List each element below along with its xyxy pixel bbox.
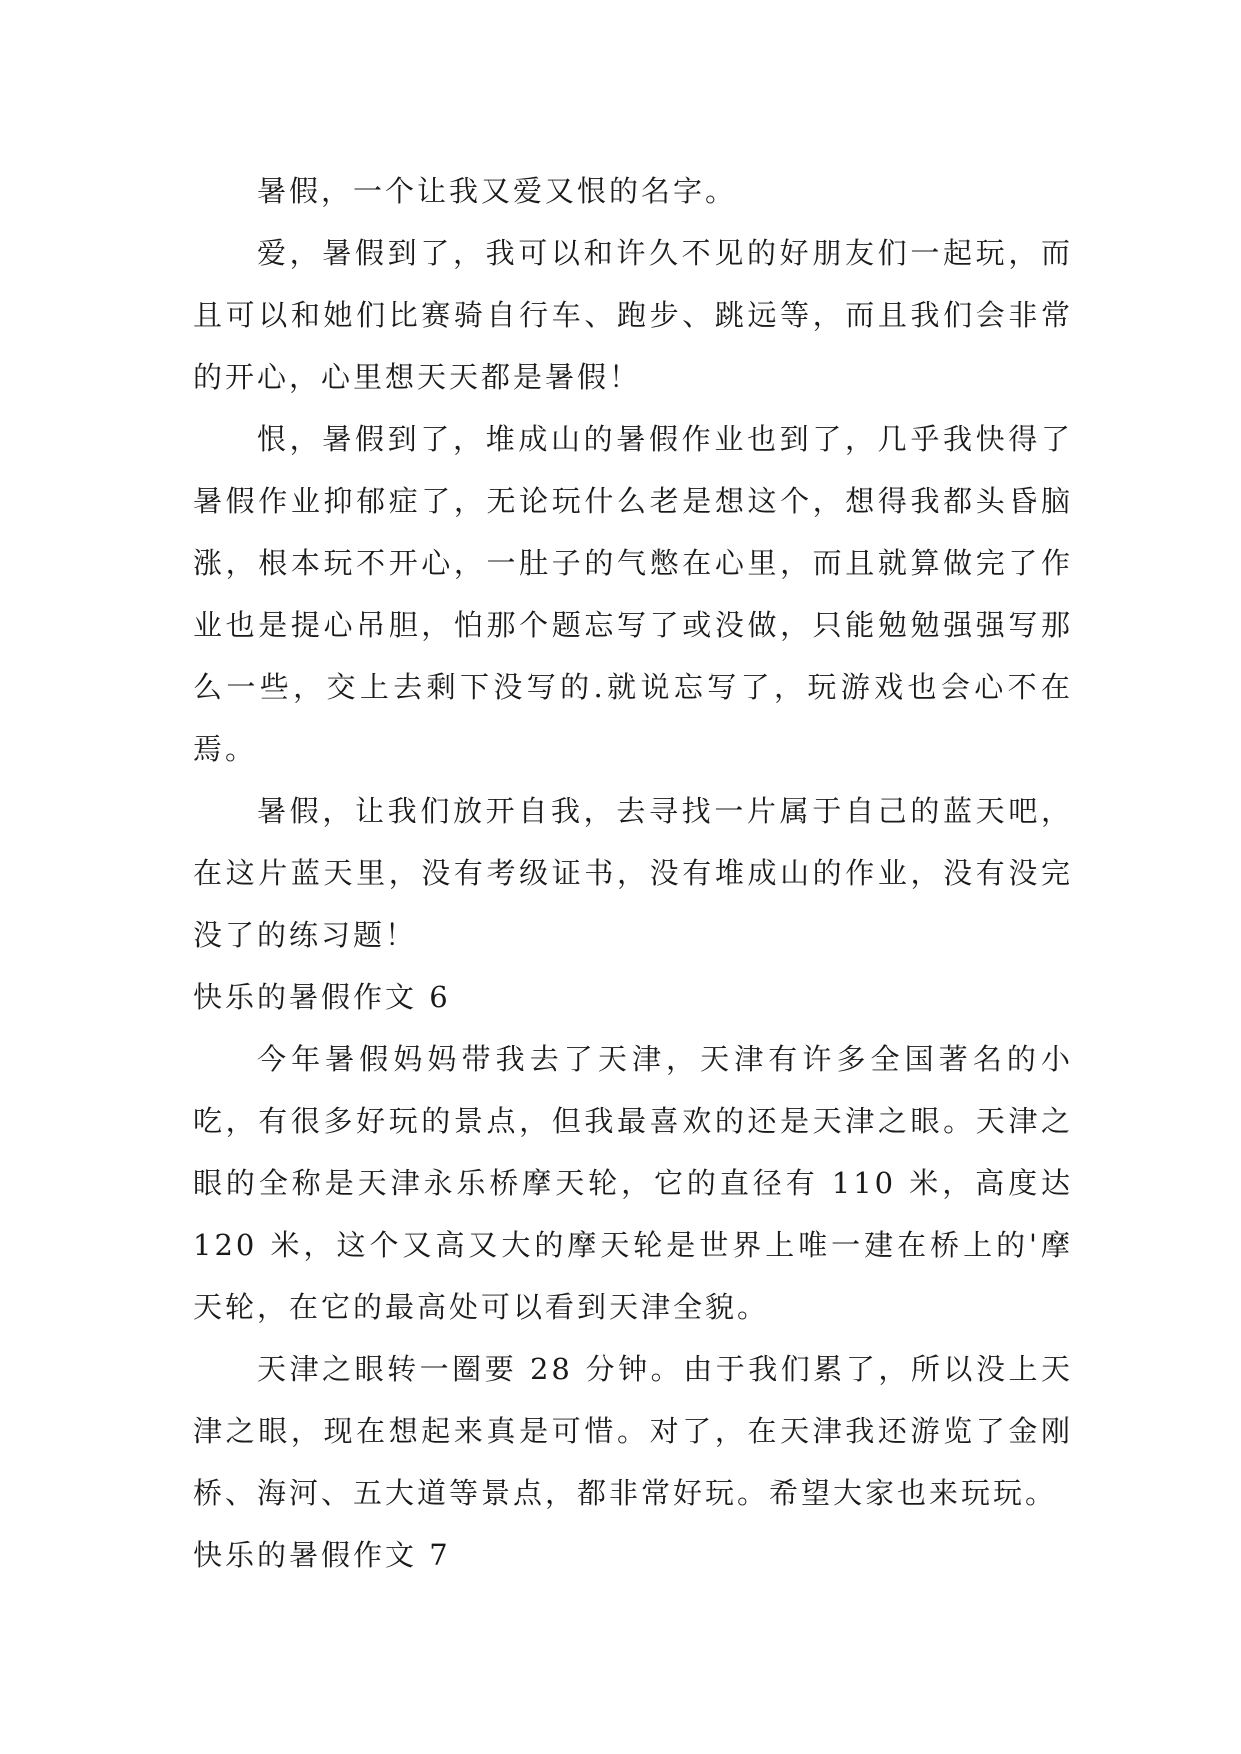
- paragraph-conclusion: 暑假，让我们放开自我，去寻找一片属于自己的蓝天吧，在这片蓝天里，没有考级证书，没有堆成山的作业，没有没完没了的练习题！: [193, 794, 1073, 952]
- paragraph-tianjin-trip: 今年暑假妈妈带我去了天津，天津有许多全国著名的小吃，有很多好玩的景点，但我最喜欢的还是天津之眼。天津之眼的全称是天津永乐桥摩天轮，它的直径有 110 米，高度达 120 米，这个又高又大的摩天轮是世界上唯一建在桥上的'摩天轮，在它的最高处可以看到天津全貌。: [193, 1042, 1073, 1324]
- document-body: [193, 160, 1073, 1586]
- paragraph-love: 爱，暑假到了，我可以和许久不见的好朋友们一起玩，而且可以和她们比赛骑自行车、跑步、跳远等，而且我们会非常的开心，心里想天天都是暑假！: [193, 236, 1073, 394]
- paragraph-hate: 恨，暑假到了，堆成山的暑假作业也到了，几乎我快得了暑假作业抑郁症了，无论玩什么老是想这个，想得我都头昏脑涨，根本玩不开心，一肚子的气憋在心里，而且就算做完了作业也是提心吊胆，怕那个题忘写了或没做，只能勉勉强强写那么一些，交上去剩下没写的.就说忘写了，玩游戏也会心不在焉。: [193, 422, 1073, 766]
- essay-heading-7: 快乐的暑假作文 7: [193, 1538, 451, 1572]
- essay-heading-6: 快乐的暑假作文 6: [193, 980, 451, 1014]
- paragraph-tianjin-eye: 天津之眼转一圈要 28 分钟。由于我们累了，所以没上天津之眼，现在想起来真是可惜。对了，在天津我还游览了金刚桥、海河、五大道等景点，都非常好玩。希望大家也来玩玩。: [193, 1352, 1073, 1510]
- paragraph-intro: 暑假，一个让我又爱又恨的名字。: [257, 174, 738, 208]
